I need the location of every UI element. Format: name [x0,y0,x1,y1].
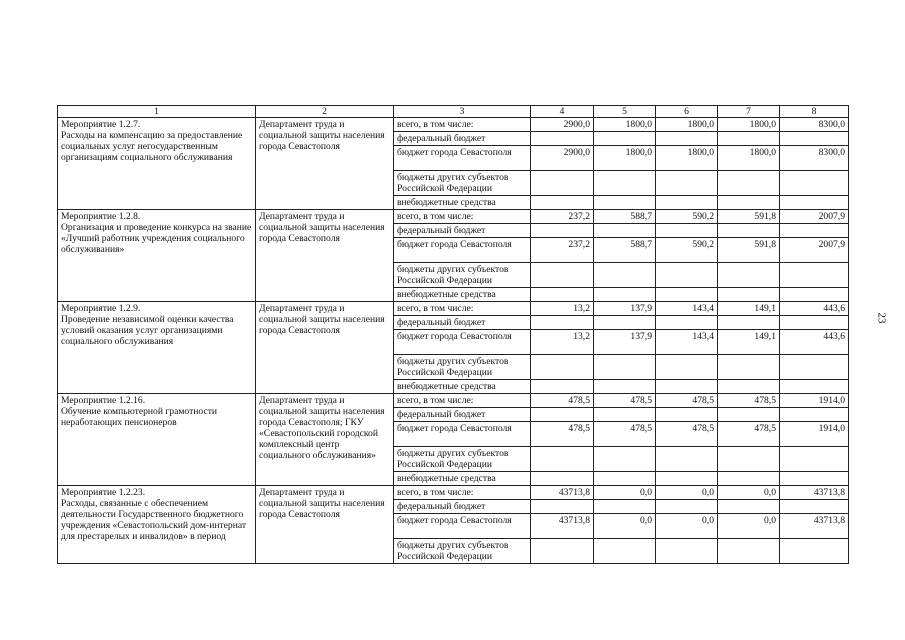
year-value: 143,4 [656,330,718,355]
column-header: 4 [531,106,594,118]
event-title: Мероприятие 1.2.23. [61,487,146,498]
funding-source: бюджеты других субъектов Российской Федерации [394,355,531,380]
year-value [656,380,718,394]
year-value [656,196,718,210]
total-value: 443,6 [780,330,849,355]
table-row [58,118,849,132]
total-value [780,224,849,238]
year-value [718,408,780,422]
year-value [531,539,594,564]
budget-table [57,105,849,564]
year-value [531,263,594,288]
column-header: 8 [780,106,849,118]
event-title: Мероприятие 1.2.7. [61,119,141,130]
event-cell [58,302,256,394]
funding-source: бюджет города Севастополя [394,146,531,171]
year-value: 478,5 [718,422,780,447]
total-value: 43713,8 [780,486,849,500]
executor-cell: Департамент труда и социальной защиты населения города Севастополя [256,118,394,210]
year-value: 149,1 [718,330,780,355]
year-value [531,408,594,422]
year-value [531,196,594,210]
funding-source: внебюджетные средства [394,196,531,210]
table-row [58,394,849,408]
year-value [718,132,780,146]
event-cell [58,210,256,302]
event-title: Мероприятие 1.2.8. [61,211,141,222]
year-value: 13,2 [531,302,594,316]
total-value [780,539,849,564]
year-value [594,132,656,146]
column-header: 3 [394,106,531,118]
total-value: 1914,0 [780,422,849,447]
year-value [531,380,594,394]
year-value: 1800,0 [656,118,718,132]
year-value [594,196,656,210]
event-description: Организация и проведение конкурса на звание «Лучший работник учреждения социального обслуживания» [61,222,252,255]
funding-source: федеральный бюджет [394,132,531,146]
funding-source: внебюджетные средства [394,288,531,302]
year-value [718,355,780,380]
year-value [531,472,594,486]
table-row [58,302,849,316]
executor-cell: Департамент труда и социальной защиты населения города Севастополя [256,302,394,394]
year-value: 591,8 [718,238,780,263]
year-value [656,408,718,422]
year-value: 0,0 [594,514,656,539]
funding-source: бюджеты других субъектов Российской Федерации [394,539,531,564]
year-value [594,288,656,302]
year-value [656,539,718,564]
year-value [656,316,718,330]
year-value [718,196,780,210]
total-value [780,408,849,422]
year-value [718,288,780,302]
event-title: Мероприятие 1.2.16. [61,395,146,406]
event-description: Расходы, связанные с обеспечением деятельности Государственного бюджетного учреждения «Севастопольский дом-интернат для престарелых и инвалидов» в период [61,498,247,542]
column-header: 2 [256,106,394,118]
table-body [58,118,849,564]
year-value [531,500,594,514]
funding-source: бюджет города Севастополя [394,422,531,447]
year-value: 1800,0 [656,146,718,171]
funding-source: федеральный бюджет [394,500,531,514]
event-cell [58,394,256,486]
year-value: 1800,0 [718,146,780,171]
year-value: 1800,0 [594,146,656,171]
executor-cell: Департамент труда и социальной защиты населения города Севастополя [256,486,394,564]
total-value [780,288,849,302]
total-value [780,132,849,146]
total-value [780,380,849,394]
year-value: 43713,8 [531,486,594,500]
year-value [718,500,780,514]
total-value: 8300,0 [780,146,849,171]
year-value: 13,2 [531,330,594,355]
funding-source: бюджеты других субъектов Российской Федерации [394,263,531,288]
funding-source: внебюджетные средства [394,472,531,486]
executor-cell: Департамент труда и социальной защиты населения города Севастополя; ГКУ «Севастопольский городской комплексный центр социального обслуживания» [256,394,394,486]
total-value [780,472,849,486]
year-value: 137,9 [594,330,656,355]
year-value: 143,4 [656,302,718,316]
year-value [594,224,656,238]
event-title: Мероприятие 1.2.9. [61,303,141,314]
column-header: 7 [718,106,780,118]
year-value [718,380,780,394]
year-value [594,171,656,196]
year-value: 590,2 [656,238,718,263]
year-value: 478,5 [718,394,780,408]
funding-source: бюджеты других субъектов Российской Федерации [394,447,531,472]
year-value: 591,8 [718,210,780,224]
table-row [58,210,849,224]
funding-source: бюджет города Севастополя [394,330,531,355]
funding-source: всего, в том числе: [394,486,531,500]
total-value: 43713,8 [780,514,849,539]
year-value [531,288,594,302]
year-value [594,447,656,472]
year-value [656,447,718,472]
total-value [780,447,849,472]
year-value: 0,0 [594,486,656,500]
total-value: 8300,0 [780,118,849,132]
year-value: 237,2 [531,210,594,224]
year-value: 478,5 [594,394,656,408]
year-value [531,316,594,330]
year-value [594,316,656,330]
year-value: 478,5 [531,394,594,408]
funding-source: федеральный бюджет [394,408,531,422]
year-value [531,224,594,238]
total-value [780,263,849,288]
year-value [594,263,656,288]
total-value [780,500,849,514]
page-number: 23 [875,312,888,324]
year-value: 0,0 [718,486,780,500]
header-row [58,106,849,118]
year-value: 1800,0 [594,118,656,132]
year-value: 478,5 [656,422,718,447]
event-description: Проведение независимой оценки качества условий оказания услуг организациями социального обслуживания [61,314,234,347]
year-value [718,472,780,486]
year-value [656,171,718,196]
year-value: 588,7 [594,210,656,224]
year-value [718,263,780,288]
year-value [594,355,656,380]
year-value [718,447,780,472]
total-value: 443,6 [780,302,849,316]
year-value: 478,5 [594,422,656,447]
year-value [656,355,718,380]
year-value: 2900,0 [531,118,594,132]
year-value [656,263,718,288]
funding-source: внебюджетные средства [394,380,531,394]
year-value [718,316,780,330]
year-value: 478,5 [531,422,594,447]
year-value: 478,5 [656,394,718,408]
funding-source: бюджет города Севастополя [394,238,531,263]
year-value [531,447,594,472]
year-value: 0,0 [656,486,718,500]
year-value: 1800,0 [718,118,780,132]
year-value [594,472,656,486]
year-value [594,408,656,422]
funding-source: всего, в том числе: [394,394,531,408]
year-value: 0,0 [656,514,718,539]
year-value [656,288,718,302]
year-value: 588,7 [594,238,656,263]
column-header: 6 [656,106,718,118]
year-value [656,132,718,146]
year-value [531,355,594,380]
total-value: 2007,9 [780,238,849,263]
year-value: 237,2 [531,238,594,263]
table-row [58,486,849,500]
total-value: 1914,0 [780,394,849,408]
funding-source: всего, в том числе: [394,118,531,132]
year-value [594,500,656,514]
funding-source: федеральный бюджет [394,316,531,330]
funding-source: всего, в том числе: [394,302,531,316]
year-value [594,539,656,564]
year-value [656,224,718,238]
year-value: 590,2 [656,210,718,224]
total-value [780,196,849,210]
year-value [531,132,594,146]
year-value [718,539,780,564]
total-value [780,316,849,330]
column-header: 1 [58,106,256,118]
year-value [656,472,718,486]
year-value [718,224,780,238]
total-value: 2007,9 [780,210,849,224]
year-value [718,171,780,196]
year-value [594,380,656,394]
year-value: 0,0 [718,514,780,539]
year-value [531,171,594,196]
year-value: 2900,0 [531,146,594,171]
funding-source: бюджеты других субъектов Российской Федерации [394,171,531,196]
funding-source: всего, в том числе: [394,210,531,224]
funding-source: федеральный бюджет [394,224,531,238]
year-value: 149,1 [718,302,780,316]
year-value [656,500,718,514]
event-cell [58,118,256,210]
executor-cell: Департамент труда и социальной защиты населения города Севастополя [256,210,394,302]
funding-source: бюджет города Севастополя [394,514,531,539]
year-value: 137,9 [594,302,656,316]
column-header: 5 [594,106,656,118]
total-value [780,171,849,196]
year-value: 43713,8 [531,514,594,539]
event-description: Расходы на компенсацию за предоставление социальных услуг негосударственным организациям социального обслуживания [61,130,243,163]
event-description: Обучение компьютерной грамотности неработающих пенсионеров [61,406,218,428]
total-value [780,355,849,380]
event-cell [58,486,256,564]
